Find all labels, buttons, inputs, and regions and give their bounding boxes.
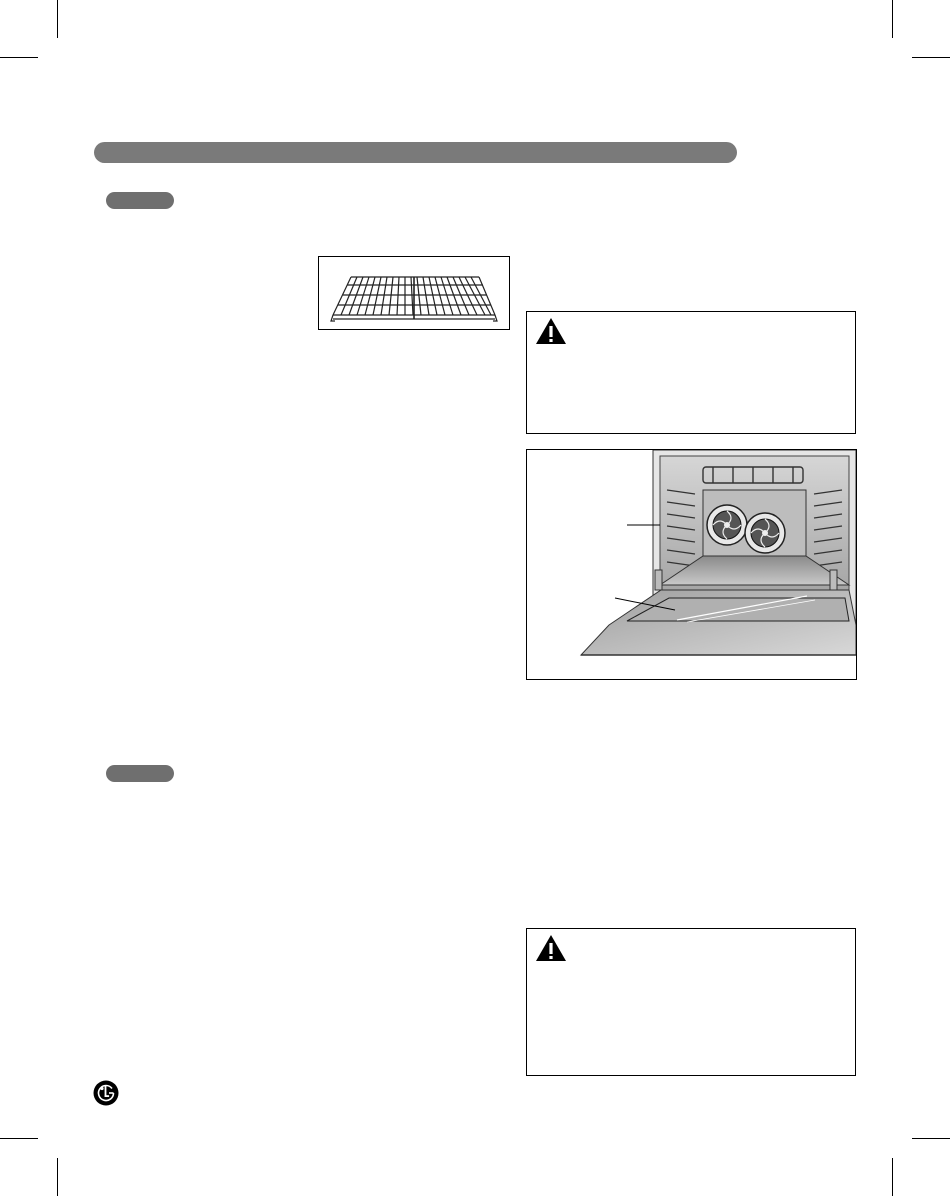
oven-rack-figure [318,256,510,330]
lg-logo [93,1080,119,1106]
crop-mark [0,57,38,58]
oven-rack-illustration [319,257,509,329]
warning-box [526,311,856,434]
warning-box [526,928,856,1076]
crop-mark [912,1138,950,1139]
crop-mark [57,1158,58,1196]
oven-interior-figure [526,449,857,680]
warning-triangle-icon [535,934,567,962]
crop-mark [892,1158,893,1196]
crop-mark [0,1138,38,1139]
crop-mark [892,0,893,38]
crop-mark [57,0,58,38]
page-title-bar [94,142,737,163]
crop-mark [912,57,950,58]
warning-triangle-icon [535,317,567,345]
section-heading-pill [106,765,174,782]
section-heading-pill [106,192,174,209]
oven-interior-illustration [527,450,856,679]
